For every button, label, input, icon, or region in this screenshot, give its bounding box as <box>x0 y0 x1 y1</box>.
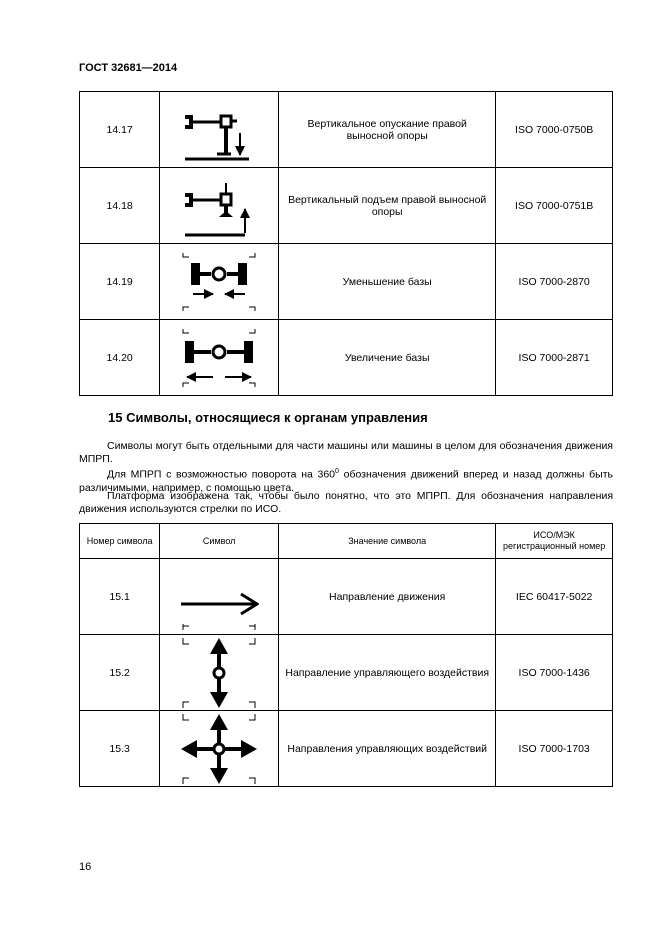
wheelbase-increase-icon <box>179 325 259 391</box>
table-header-row <box>80 524 613 559</box>
table-row <box>80 244 613 320</box>
vertical-raising-right-outrigger-icon <box>179 173 259 239</box>
symbol-meaning: Вертикальный подъем правой выносной опоры <box>279 168 496 244</box>
paragraph: Платформа изображена так, чтобы было понятно, что это МПРП. Для обозначения направления движения используются стрелки по ИСО. <box>79 490 613 515</box>
symbol-meaning: Направление управляющего воздействия <box>279 635 496 711</box>
document-code: ГОСТ 32681—2014 <box>79 62 178 74</box>
symbol-number: 14.18 <box>80 168 160 244</box>
registration-number: ISO 7000-1436 <box>496 635 613 711</box>
control-symbols-table <box>79 523 613 787</box>
wheelbase-decrease-icon <box>179 249 259 315</box>
symbols-table-continued <box>79 91 613 396</box>
symbol-number: 15.2 <box>80 635 160 711</box>
column-header-number: Номер символа <box>80 524 160 559</box>
registration-number: ISO 7000-1703 <box>496 711 613 787</box>
column-header-reg-number: ИСО/МЭК регистрационный номер <box>496 524 613 559</box>
two-way-control-arrow-icon <box>179 636 259 710</box>
vertical-lowering-right-outrigger-icon <box>179 97 259 163</box>
table-row <box>80 559 613 635</box>
table-row <box>80 92 613 168</box>
registration-number: ISO 7000-2870 <box>496 244 613 320</box>
symbol-meaning: Уменьшение базы <box>279 244 496 320</box>
paragraph: Символы могут быть отдельными для части машины или машины в целом для обозначения движения МПРП. <box>79 440 613 465</box>
symbol-number: 14.17 <box>80 92 160 168</box>
symbol-number: 14.19 <box>80 244 160 320</box>
registration-number: ISO 7000-2871 <box>496 320 613 396</box>
table-row <box>80 320 613 396</box>
direction-arrow-icon <box>179 564 259 630</box>
registration-number: IEC 60417-5022 <box>496 559 613 635</box>
table-row <box>80 711 613 787</box>
degree-superscript: 0 <box>335 468 339 475</box>
section-heading: 15 Символы, относящиеся к органам управления <box>108 410 428 425</box>
symbol-meaning: Направления управляющих воздействий <box>279 711 496 787</box>
symbol-meaning: Увеличение базы <box>279 320 496 396</box>
paragraph-text: обозначения движений вперед и назад должны быть различимыми, например, с помощью цвета. <box>79 468 613 494</box>
registration-number: ISO 7000-0750B <box>496 92 613 168</box>
symbol-meaning: Направление движения <box>279 559 496 635</box>
table-row <box>80 168 613 244</box>
paragraph-text: Для МПРП с возможностью поворота на 360 <box>107 468 336 481</box>
registration-number: ISO 7000-0751B <box>496 168 613 244</box>
four-way-control-arrows-icon <box>179 712 259 786</box>
symbol-number: 14.20 <box>80 320 160 396</box>
page-number: 16 <box>79 861 92 873</box>
table-row <box>80 635 613 711</box>
column-header-meaning: Значение символа <box>279 524 496 559</box>
symbol-meaning: Вертикальное опускание правой выносной опоры <box>279 92 496 168</box>
symbol-number: 15.1 <box>80 559 160 635</box>
symbol-number: 15.3 <box>80 711 160 787</box>
column-header-symbol: Символ <box>160 524 279 559</box>
